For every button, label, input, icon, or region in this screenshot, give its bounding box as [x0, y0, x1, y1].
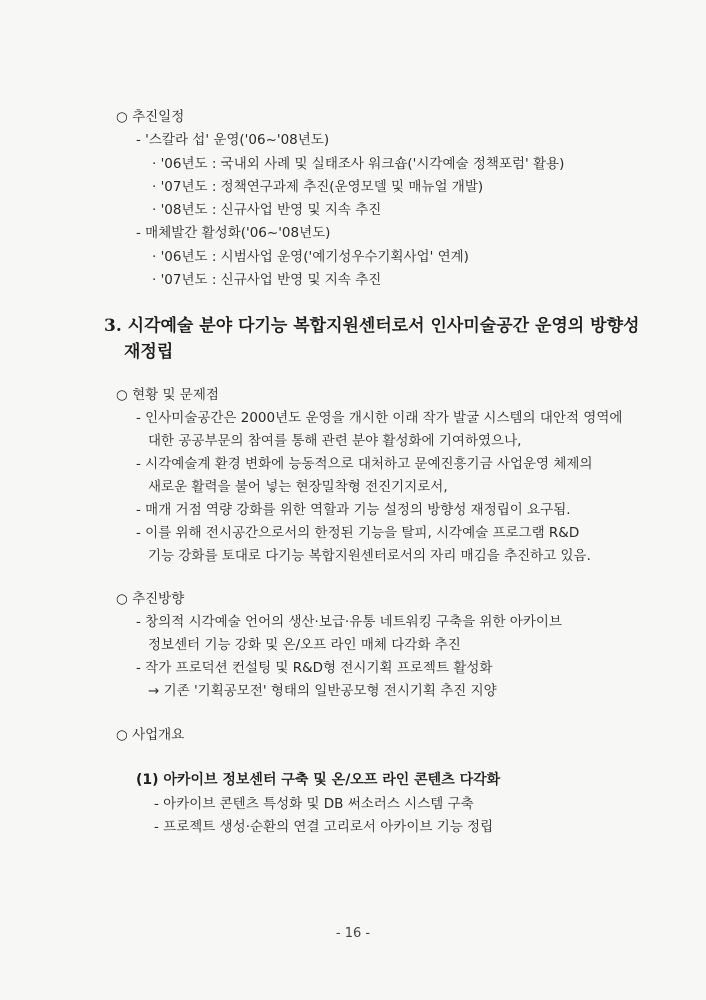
schedule-heading: ○ 추진일정 [116, 109, 185, 125]
status-line: - 시각예술계 환경 변화에 능동적으로 대처하고 문예진흥기금 사업운영 체제의 [136, 456, 593, 472]
status-line: - 이를 위해 전시공간으로서의 한정된 기능을 탈피, 시각예술 프로그램 R&D [136, 525, 580, 541]
direction-line-arrow: → 기존 '기획공모전' 형태의 일반공모형 전시기획 추진 지양 [148, 683, 497, 699]
section-3-heading: 3. 시각예술 분야 다기능 복합지원센터로서 인사미술공간 운영의 방향성 [104, 316, 640, 336]
status-line: 기능 강화를 토대로 다기능 복합지원센터로서의 자리 매김을 추진하고 있음. [148, 548, 591, 564]
direction-line: - 작가 프로덕션 컨설팅 및 R&D형 전시기획 프로젝트 활성화 [136, 660, 493, 676]
schedule-item-scholar: - '스칼라 섭' 운영('06~'08년도) [136, 132, 330, 148]
direction-line: 정보센터 기능 강화 및 온/오프 라인 매체 다각화 추진 [148, 637, 461, 653]
section-3-heading-cont: 재정립 [124, 342, 174, 362]
overview-line: - 아카이브 콘텐츠 특성화 및 DB 써소러스 시스템 구축 [154, 796, 474, 812]
overview-subheading: (1) 아카이브 정보센터 구축 및 온/오프 라인 콘텐츠 다각화 [136, 772, 501, 788]
status-line: 새로운 활력을 불어 넣는 현장밀착형 전진기지로서, [148, 479, 448, 495]
status-line: - 매개 거점 역량 강화를 위한 역할과 기능 설정의 방향성 재정립이 요구됨. [136, 502, 571, 518]
direction-line: - 창의적 시각예술 언어의 생산·보급·유통 네트워킹 구축을 위한 아카이브 [136, 614, 562, 630]
schedule-sub-item: · '08년도 : 신규사업 반영 및 지속 추진 [152, 202, 382, 218]
status-heading: ○ 현황 및 문제점 [116, 387, 219, 403]
schedule-sub-item: · '06년도 : 국내외 사례 및 실태조사 워크숍('시각예술 정책포럼' 활용) [152, 156, 565, 172]
direction-heading: ○ 추진방향 [116, 591, 185, 607]
schedule-sub-item: · '07년도 : 정책연구과제 추진(운영모델 및 매뉴얼 개발) [152, 179, 484, 195]
overview-line: - 프로젝트 생성·순환의 연결 고리로서 아카이브 기능 정립 [154, 819, 494, 835]
schedule-sub-item: · '07년도 : 신규사업 반영 및 지속 추진 [152, 272, 382, 288]
page-number: - 16 - [335, 926, 371, 941]
status-line: 대한 공공부문의 참여를 통해 관련 분야 활성화에 기여하였으나, [148, 433, 522, 449]
overview-heading: ○ 사업개요 [116, 727, 185, 743]
schedule-item-media: - 매체발간 활성화('06~'08년도) [136, 225, 331, 241]
schedule-sub-item: · '06년도 : 시범사업 운영('예기성우수기획사업' 연계) [152, 249, 469, 265]
status-line: - 인사미술공간은 2000년도 운영을 개시한 이래 작가 발굴 시스템의 대안적 영역에 [136, 410, 623, 426]
